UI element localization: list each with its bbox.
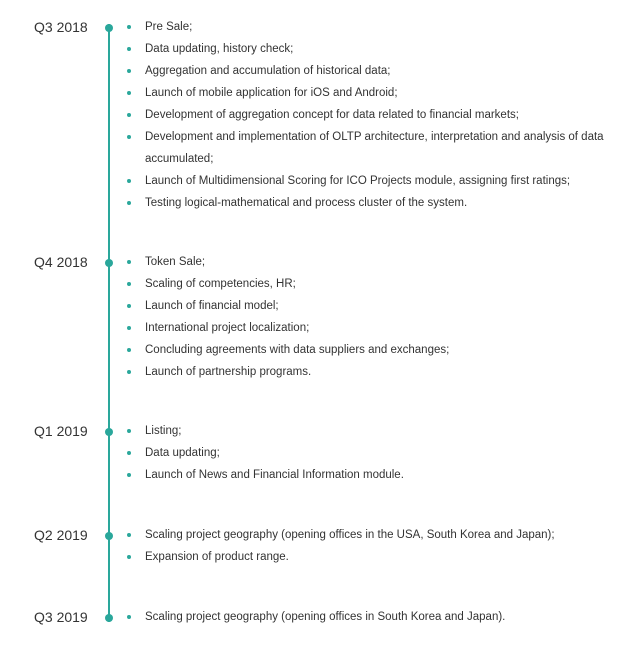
phase-item-list	[126, 524, 610, 568]
list-item-text: Scaling project geography (opening offices in the USA, South Korea and Japan);	[145, 529, 555, 541]
timeline-marker-dot	[105, 259, 113, 267]
phase-item-list	[126, 420, 610, 486]
list-item	[126, 317, 610, 339]
timeline-marker-dot	[105, 428, 113, 436]
bullet-dot-icon	[127, 69, 131, 73]
list-item	[126, 442, 610, 464]
list-item-text: Token Sale;	[145, 256, 206, 268]
list-item	[126, 126, 610, 170]
bullet-dot-icon	[127, 260, 131, 264]
bullet-dot-icon	[127, 348, 131, 352]
bullet-dot-icon	[127, 451, 131, 455]
list-item-text: Expansion of product range.	[145, 551, 289, 563]
list-item	[126, 295, 610, 317]
quarter-label: Q1 2019	[34, 423, 88, 439]
bullet-dot-icon	[127, 91, 131, 95]
list-item	[126, 82, 610, 104]
bullet-dot-icon	[127, 113, 131, 117]
bullet-dot-icon	[127, 555, 131, 559]
list-item	[126, 464, 610, 486]
list-item-text: Data updating;	[145, 447, 220, 459]
timeline-marker-dot	[105, 24, 113, 32]
list-item-text: Development and implementation of OLTP architecture, interpretation and analysis of data accumulated;	[145, 131, 604, 165]
bullet-dot-icon	[127, 429, 131, 433]
list-item-text: Scaling project geography (opening offices in South Korea and Japan).	[145, 611, 506, 623]
list-item	[126, 38, 610, 60]
quarter-label: Q2 2019	[34, 527, 88, 543]
list-item-text: International project localization;	[145, 322, 310, 334]
list-item-text: Data updating, history check;	[145, 43, 294, 55]
bullet-dot-icon	[127, 135, 131, 139]
bullet-dot-icon	[127, 25, 131, 29]
list-item	[126, 104, 610, 126]
list-item	[126, 16, 610, 38]
list-item	[126, 361, 610, 383]
list-item	[126, 606, 610, 628]
phase-item-list	[126, 16, 610, 214]
list-item-text: Aggregation and accumulation of historical data;	[145, 65, 391, 77]
bullet-dot-icon	[127, 201, 131, 205]
list-item-text: Launch of Multidimensional Scoring for ICO Projects module, assigning first ratings;	[145, 175, 571, 187]
list-item	[126, 524, 610, 546]
timeline-marker-dot	[105, 532, 113, 540]
list-item-text: Development of aggregation concept for data related to financial markets;	[145, 109, 519, 121]
list-item	[126, 339, 610, 361]
list-item-text: Launch of financial model;	[145, 300, 279, 312]
bullet-dot-icon	[127, 304, 131, 308]
bullet-dot-icon	[127, 370, 131, 374]
list-item-text: Concluding agreements with data suppliers and exchanges;	[145, 344, 450, 356]
list-item	[126, 420, 610, 442]
list-item	[126, 273, 610, 295]
bullet-dot-icon	[127, 326, 131, 330]
quarter-label: Q3 2019	[34, 609, 88, 625]
list-item	[126, 546, 610, 568]
quarter-label: Q4 2018	[34, 254, 88, 270]
bullet-dot-icon	[127, 47, 131, 51]
list-item-text: Pre Sale;	[145, 21, 193, 33]
list-item-text: Listing;	[145, 425, 182, 437]
timeline-marker-dot	[105, 614, 113, 622]
bullet-dot-icon	[127, 179, 131, 183]
list-item	[126, 192, 610, 214]
list-item-text: Launch of mobile application for iOS and Android;	[145, 87, 398, 99]
quarter-label: Q3 2018	[34, 19, 88, 35]
bullet-dot-icon	[127, 473, 131, 477]
list-item	[126, 170, 610, 192]
list-item-text: Testing logical-mathematical and process cluster of the system.	[145, 197, 468, 209]
list-item-text: Launch of partnership programs.	[145, 366, 312, 378]
bullet-dot-icon	[127, 533, 131, 537]
list-item	[126, 60, 610, 82]
phase-item-list	[126, 251, 610, 383]
list-item	[126, 251, 610, 273]
bullet-dot-icon	[127, 615, 131, 619]
list-item-text: Scaling of competencies, HR;	[145, 278, 296, 290]
phase-item-list	[126, 606, 610, 628]
list-item-text: Launch of News and Financial Information module.	[145, 469, 404, 481]
bullet-dot-icon	[127, 282, 131, 286]
